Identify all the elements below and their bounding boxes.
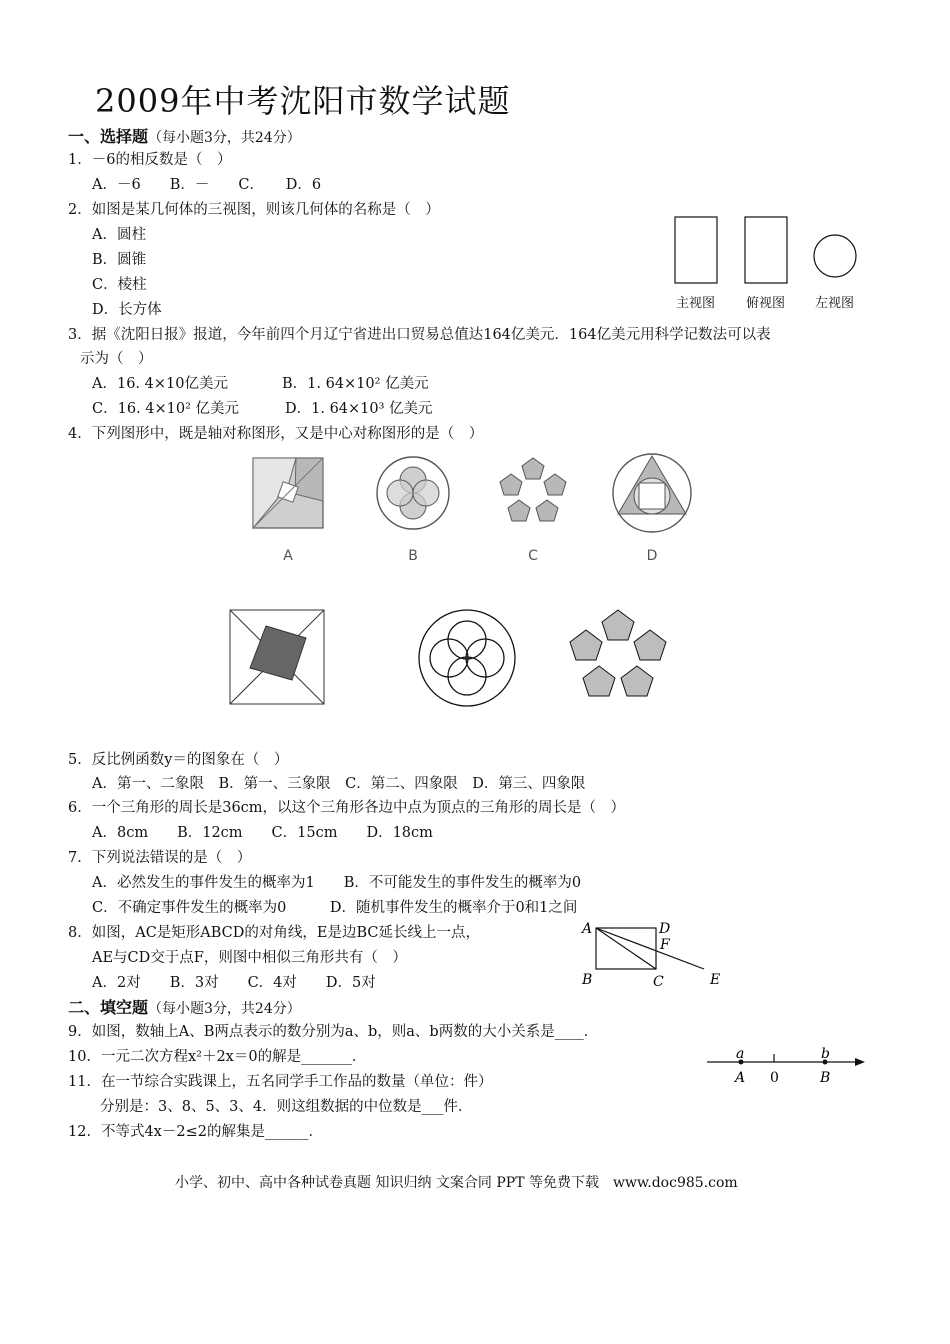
page-footer: 小学、初中、高中各种试卷真题 知识归纳 文案合同 PPT 等免费下载 www.doc985.com (175, 1175, 738, 1191)
axis-label-b: b (821, 1046, 830, 1062)
front-view-rect (675, 217, 717, 283)
q4-stem: 4．下列图形中，既是轴对称图形，又是中心对称图形的是（ ） (68, 426, 484, 442)
section-note: （每小题3分，共24分） (148, 1001, 301, 1017)
q7-stem: 7．下列说法错误的是（ ） (68, 850, 252, 866)
option-a-shape (253, 458, 323, 528)
left-view-label: 左视图 (815, 296, 855, 311)
section-heading-choice (68, 124, 301, 147)
q7-options-line1: A．必然发生的事件发生的概率为1 B．不可能发生的事件发生的概率为0 (92, 875, 582, 891)
q6-options: A．8cm B．12cm C．15cm D．18cm (92, 825, 433, 841)
section-title: 二、填空题 (68, 998, 149, 1017)
q3-stem-line1: 3．据《沈阳日报》报道，今年前四个月辽宁省进出口贸易总值达164亿美元．164亿美元用科学记数法可以表 (68, 327, 771, 343)
point-e: E (710, 972, 721, 988)
point-c: C (653, 974, 664, 990)
three-views-figure (670, 215, 870, 285)
option-b-label: B (408, 548, 418, 564)
q2-option-a: A．圆柱 (92, 227, 146, 243)
q4-options-figure (248, 450, 698, 575)
axis-point-b: B (820, 1070, 831, 1086)
section-heading-fill (68, 995, 301, 1018)
top-view-rect (745, 217, 787, 283)
q6-stem: 6．一个三角形的周长是36cm，以这个三角形各边中点为顶点的三角形的周长是（ ） (68, 800, 626, 816)
axis-origin: 0 (770, 1070, 779, 1086)
q2-stem: 2．如图是某几何体的三视图，则该几何体的名称是（ ） (68, 202, 440, 218)
q9-stem: 9．如图，数轴上A、B两点表示的数分别为a、b，则a、b两数的大小关系是____． (68, 1024, 599, 1040)
option-a-label: A (283, 548, 293, 564)
redrawn-square-figure (230, 610, 324, 704)
axis-point-a: A (735, 1070, 746, 1086)
q1-options: A．－6 B．－ C． D．6 (92, 177, 322, 193)
q12-stem: 12．不等式4x－2≤2的解集是______． (68, 1124, 323, 1140)
option-d-shape (613, 454, 691, 532)
q1-stem: 1．－6的相反数是（ ） (68, 152, 232, 168)
section-title: 一、选择题 (68, 127, 149, 146)
q3-stem-line2: 示为（ ） (80, 351, 153, 367)
point-a: A (582, 921, 593, 937)
rectangle-figure (580, 920, 740, 990)
left-view-circle (814, 235, 856, 277)
redrawn-circles-figure (419, 610, 515, 706)
section-note: （每小题3分，共24分） (148, 130, 301, 146)
top-view-label: 俯视图 (746, 296, 786, 311)
axis-label-a: a (736, 1046, 745, 1062)
page-title: 2009年中考沈阳市数学试题 (95, 82, 511, 120)
q2-option-b: B．圆锥 (92, 252, 147, 268)
option-b-shape (377, 457, 449, 529)
front-view-label: 主视图 (676, 296, 716, 311)
redrawn-pentagons-figure (570, 610, 666, 696)
point-d: D (659, 921, 671, 937)
q3-option-c: C．16. 4×10² 亿美元 (92, 401, 240, 417)
point-b: B (582, 972, 593, 988)
option-c-label: C (528, 548, 538, 564)
q4-redrawn-figures (228, 608, 678, 708)
q8-stem-line1: 8．如图，AC是矩形ABCD的对角线，E是边BC延长线上一点， (68, 925, 481, 941)
q10-stem: 10．一元二次方程x²＋2x＝0的解是_______． (68, 1049, 367, 1065)
q11-stem-line2: 分别是：3、8、5、3、4．则这组数据的中位数是___件． (100, 1099, 473, 1115)
q2-option-d: D．长方体 (92, 302, 162, 318)
q3-option-b: B．1. 64×10² 亿美元 (282, 376, 429, 392)
q7-options-line2: C．不确定事件发生的概率为0 D．随机事件发生的概率介于0和1之间 (92, 900, 578, 916)
q5-stem: 5．反比例函数y＝的图象在（ ） (68, 752, 289, 768)
q8-options: A．2对 B．3对 C．4对 D．5对 (92, 975, 376, 991)
q8-stem-line2: AE与CD交于点F，则图中相似三角形共有（ ） (92, 950, 407, 966)
q3-option-d: D．1. 64×10³ 亿美元 (285, 401, 433, 417)
point-f: F (660, 937, 670, 953)
option-c-shape (500, 458, 566, 521)
q11-stem-line1: 11．在一节综合实践课上，五名同学手工作品的数量（单位：件） (68, 1074, 493, 1090)
q5-options: A．第一、二象限 B．第一、三象限 C．第二、四象限 D．第三、四象限 (92, 776, 586, 792)
number-line-figure (705, 1046, 875, 1086)
q3-option-a: A．16. 4×10亿美元 (92, 376, 228, 392)
option-d-label: D (646, 548, 658, 564)
q2-option-c: C．棱柱 (92, 277, 147, 293)
